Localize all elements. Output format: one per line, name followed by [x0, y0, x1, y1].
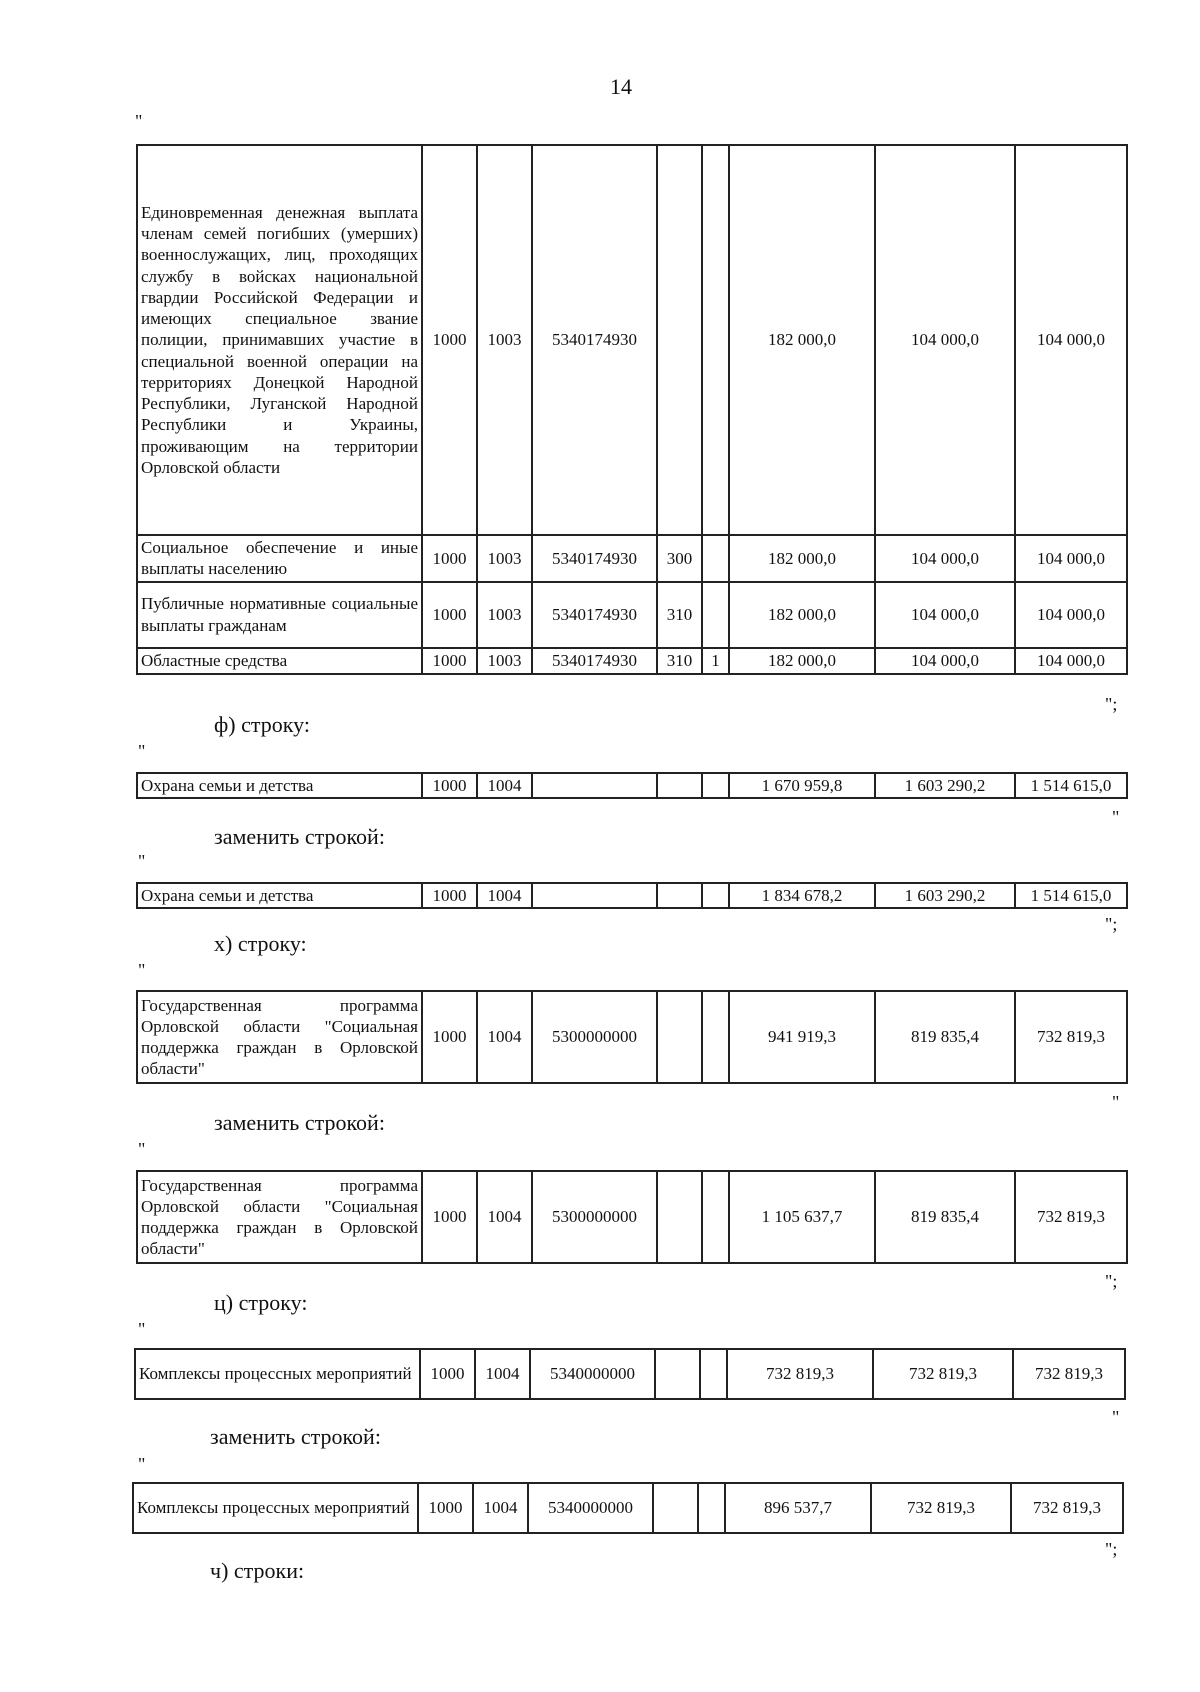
cell-vr	[657, 883, 702, 908]
cell-csr	[532, 773, 657, 798]
cell-rz: 1000	[422, 648, 477, 674]
table-row	[137, 648, 1127, 674]
cell-value-2: 104 000,0	[875, 145, 1015, 535]
open-quote: "	[138, 1319, 146, 1339]
cell-src	[702, 991, 729, 1083]
row-name: Государственная программа Орловской области "Социальная поддержка граждан в Орловской области"	[137, 991, 422, 1083]
row-name: Охрана семьи и детства	[137, 883, 422, 908]
cell-pr: 1003	[477, 145, 532, 535]
row-name: Комплексы процессных мероприятий	[135, 1349, 420, 1399]
cell-rz: 1000	[422, 1171, 477, 1263]
replace-label: заменить строкой:	[214, 1110, 385, 1135]
cell-vr	[657, 1171, 702, 1263]
new-row-table	[136, 1170, 1128, 1264]
cell-value-1: 896 537,7	[725, 1483, 871, 1533]
cell-value-3: 104 000,0	[1015, 648, 1127, 674]
close-quote: ";	[1105, 914, 1118, 934]
cell-vr: 310	[657, 582, 702, 648]
cell-value-3: 104 000,0	[1015, 145, 1127, 535]
row-name: Охрана семьи и детства	[137, 773, 422, 798]
cell-value-2: 104 000,0	[875, 582, 1015, 648]
row-name: Государственная программа Орловской области "Социальная поддержка граждан в Орловской области"	[137, 1171, 422, 1263]
old-row-table	[136, 772, 1128, 799]
table-row	[137, 145, 1127, 535]
cell-value-2: 1 603 290,2	[875, 883, 1015, 908]
close-quote: "	[1112, 807, 1120, 827]
cell-value-2: 819 835,4	[875, 991, 1015, 1083]
row-name: Социальное обеспечение и иные выплаты населению	[137, 535, 422, 582]
row-name: Единовременная денежная выплата членам семей погибших (умерших) военнослужащих, лиц, проходящих службу в войсках национальной гвардии Российской Федерации и имеющих специальное звание полиции, принимавших участие в специальной военной операции на территориях Донецкой Народной Республики, Луганской Народной Республики и Украины, проживающим на территории Орловской области	[137, 145, 422, 535]
cell-pr: 1003	[477, 648, 532, 674]
table-row	[137, 582, 1127, 648]
table-row	[137, 991, 1127, 1083]
cell-src	[702, 883, 729, 908]
cell-rz: 1000	[418, 1483, 473, 1533]
open-quote: "	[138, 741, 146, 761]
open-quote: "	[138, 851, 146, 871]
cell-rz: 1000	[422, 991, 477, 1083]
cell-pr: 1004	[477, 773, 532, 798]
cell-rz: 1000	[422, 582, 477, 648]
cell-value-1: 182 000,0	[729, 648, 875, 674]
cell-pr: 1004	[475, 1349, 530, 1399]
cell-vr	[657, 773, 702, 798]
cell-value-3: 104 000,0	[1015, 582, 1127, 648]
cell-value-3: 732 819,3	[1015, 991, 1127, 1083]
cell-pr: 1003	[477, 582, 532, 648]
cell-value-2: 819 835,4	[875, 1171, 1015, 1263]
cell-value-1: 732 819,3	[727, 1349, 873, 1399]
close-quote: ";	[1105, 1271, 1118, 1291]
cell-value-3: 1 514 615,0	[1015, 773, 1127, 798]
cell-vr: 310	[657, 648, 702, 674]
cell-rz: 1000	[422, 145, 477, 535]
open-quote: "	[138, 960, 146, 980]
main-table	[136, 144, 1128, 675]
cell-value-1: 1 834 678,2	[729, 883, 875, 908]
cell-rz: 1000	[422, 535, 477, 582]
close-quote: "	[1112, 1092, 1120, 1112]
cell-pr: 1004	[477, 883, 532, 908]
cell-value-1: 1 670 959,8	[729, 773, 875, 798]
cell-value-1: 182 000,0	[729, 535, 875, 582]
open-quote: "	[138, 1139, 146, 1159]
cell-value-1: 182 000,0	[729, 145, 875, 535]
row-name: Публичные нормативные социальные выплаты гражданам	[137, 582, 422, 648]
cell-csr: 5300000000	[532, 1171, 657, 1263]
old-row-table	[134, 1348, 1126, 1400]
cell-csr: 5340174930	[532, 648, 657, 674]
cell-value-3: 1 514 615,0	[1015, 883, 1127, 908]
cell-src	[700, 1349, 727, 1399]
table-row	[137, 535, 1127, 582]
cell-src	[702, 145, 729, 535]
cell-value-2: 104 000,0	[875, 535, 1015, 582]
cell-rz: 1000	[422, 773, 477, 798]
open-quote: "	[135, 111, 143, 131]
cell-pr: 1004	[477, 991, 532, 1083]
table-row	[137, 773, 1127, 798]
cell-vr	[657, 145, 702, 535]
cell-rz: 1000	[422, 883, 477, 908]
close-quote: ";	[1105, 694, 1118, 714]
cell-src: 1	[702, 648, 729, 674]
section-heading: ц) строку:	[214, 1290, 308, 1315]
cell-vr: 300	[657, 535, 702, 582]
cell-src	[702, 773, 729, 798]
section-heading: х) строку:	[214, 931, 307, 956]
cell-csr: 5340174930	[532, 535, 657, 582]
cell-value-2: 732 819,3	[871, 1483, 1011, 1533]
cell-value-1: 1 105 637,7	[729, 1171, 875, 1263]
new-row-table	[136, 882, 1128, 909]
replace-label: заменить строкой:	[214, 824, 385, 849]
table-row	[135, 1349, 1125, 1399]
cell-value-2: 1 603 290,2	[875, 773, 1015, 798]
row-name: Комплексы процессных мероприятий	[133, 1483, 418, 1533]
cell-csr	[532, 883, 657, 908]
cell-rz: 1000	[420, 1349, 475, 1399]
row-name: Областные средства	[137, 648, 422, 674]
cell-pr: 1004	[477, 1171, 532, 1263]
cell-value-3: 732 819,3	[1015, 1171, 1127, 1263]
section-heading: ч) строки:	[210, 1558, 305, 1583]
close-quote: "	[1112, 1407, 1120, 1427]
replace-label: заменить строкой:	[210, 1424, 381, 1449]
cell-value-1: 941 919,3	[729, 991, 875, 1083]
cell-csr: 5340174930	[532, 582, 657, 648]
old-row-table	[136, 990, 1128, 1084]
cell-vr	[653, 1483, 698, 1533]
cell-csr: 5340174930	[532, 145, 657, 535]
cell-value-2: 732 819,3	[873, 1349, 1013, 1399]
cell-csr: 5340000000	[530, 1349, 655, 1399]
cell-src	[698, 1483, 725, 1533]
section-heading: ф) строку:	[214, 712, 310, 737]
cell-value-1: 182 000,0	[729, 582, 875, 648]
table-row	[133, 1483, 1123, 1533]
cell-csr: 5340000000	[528, 1483, 653, 1533]
cell-value-2: 104 000,0	[875, 648, 1015, 674]
cell-src	[702, 535, 729, 582]
table-row	[137, 1171, 1127, 1263]
close-quote: ";	[1105, 1539, 1118, 1559]
cell-pr: 1004	[473, 1483, 528, 1533]
open-quote: "	[138, 1454, 146, 1474]
cell-src	[702, 582, 729, 648]
cell-csr: 5300000000	[532, 991, 657, 1083]
table-row	[137, 883, 1127, 908]
cell-vr	[655, 1349, 700, 1399]
cell-value-3: 732 819,3	[1013, 1349, 1125, 1399]
cell-pr: 1003	[477, 535, 532, 582]
new-row-table	[132, 1482, 1124, 1534]
cell-vr	[657, 991, 702, 1083]
cell-src	[702, 1171, 729, 1263]
page-number: 14	[610, 74, 632, 99]
cell-value-3: 732 819,3	[1011, 1483, 1123, 1533]
cell-value-3: 104 000,0	[1015, 535, 1127, 582]
